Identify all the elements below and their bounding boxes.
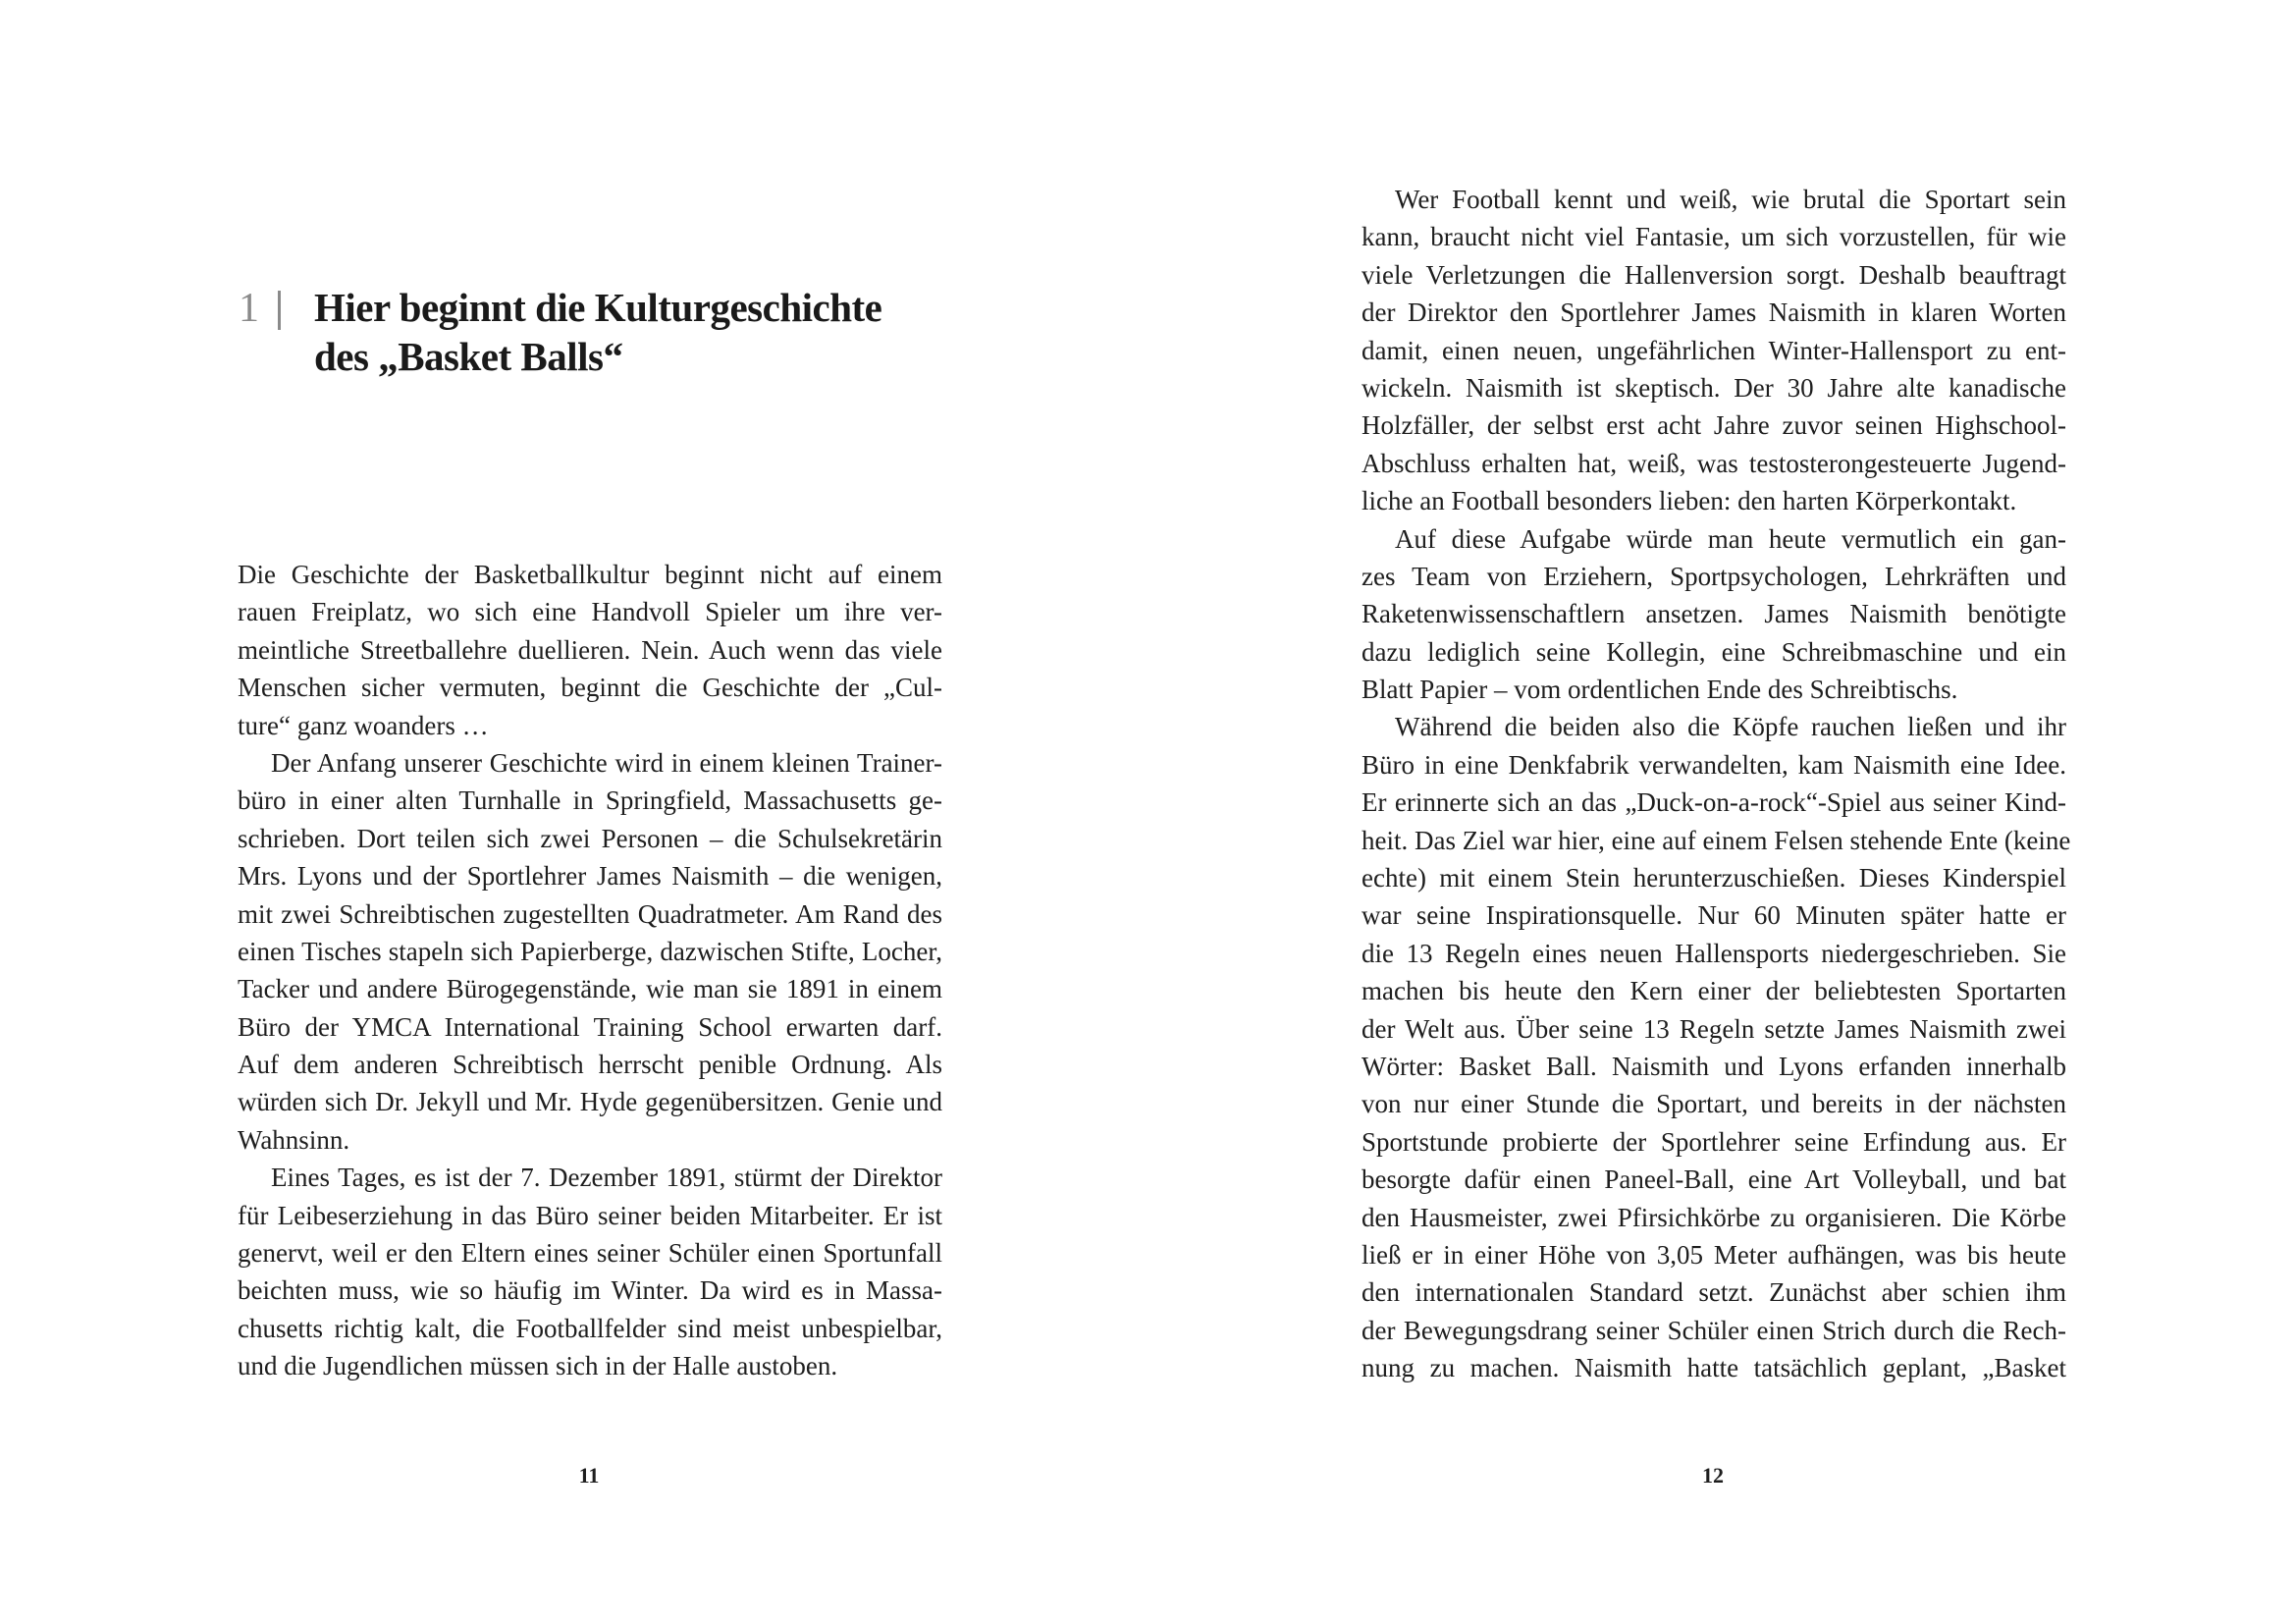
paragraph: [1362, 708, 2071, 1386]
text-line: Büro in eine Denkfabrik verwandelten, kam Naismith eine Idee.: [1362, 749, 2066, 780]
right-page: [1148, 0, 2296, 1624]
text-line: der Bewegungsdrang seiner Schüler einen Strich durch die Rech-: [1362, 1315, 2066, 1345]
text-line: wickeln. Naismith ist skeptisch. Der 30 Jahre alte kanadische: [1362, 372, 2066, 403]
page-number-right: 12: [1702, 1463, 1724, 1488]
text-line: heit. Das Ziel war hier, eine auf einem Felsen stehende Ente (keine: [1362, 825, 2071, 855]
text-line: Wahnsinn.: [238, 1124, 350, 1155]
text-line: büro in einer alten Turnhalle in Springfield, Massachusetts ge-: [238, 785, 942, 816]
text-line: Auf dem anderen Schreibtisch herrscht penible Ordnung. Als: [238, 1050, 942, 1080]
text-line: Wer Football kennt und weiß, wie brutal die Sportart sein: [1395, 185, 2066, 214]
text-line: den internationalen Standard setzt. Zunächst aber schien ihm: [1362, 1277, 2066, 1308]
text-line: Büro der YMCA International Training School erwarten darf.: [238, 1011, 942, 1042]
text-line: chusetts richtig kalt, die Footballfelder sind meist unbespielbar,: [238, 1313, 942, 1343]
text-line: und die Jugendlichen müssen sich in der Halle austoben.: [238, 1351, 838, 1381]
chapter-title-line: des „Basket Balls“: [314, 334, 623, 379]
chapter-number: 1: [239, 286, 259, 331]
text-line: für Leibeserziehung in das Büro seiner beiden Mitarbeiter. Er ist: [238, 1200, 942, 1230]
text-line: Abschluss erhalten hat, weiß, was testosterongesteuerte Jugend-: [1362, 448, 2066, 478]
text-line: rauen Freiplatz, wo sich eine Handvoll Spieler um ihre ver-: [238, 597, 942, 627]
text-line: Raketenwissenschaftlern ansetzen. James Naismith benötigte: [1362, 599, 2066, 629]
text-line: Auf diese Aufgabe würde man heute vermutlich ein gan-: [1395, 523, 2066, 554]
paragraph: [238, 556, 942, 744]
chapter-title: [314, 283, 1001, 381]
text-line: damit, einen neuen, ungefährlichen Winter-Hallensport zu ent-: [1362, 335, 2066, 365]
text-line: Er erinnerte sich an das „Duck-on-a-rock“-Spiel aus seiner Kind-: [1362, 787, 2066, 818]
body-text-left: [238, 556, 942, 1385]
text-line: besorgte dafür einen Paneel-Ball, eine Art Volleyball, und bat: [1362, 1164, 2066, 1195]
page-number-left: 11: [578, 1463, 600, 1488]
text-line: dazu lediglich seine Kollegin, eine Schreibmaschine und ein: [1362, 636, 2066, 667]
text-line: war seine Inspirationsquelle. Nur 60 Minuten später hatte er: [1362, 900, 2066, 931]
text-line: Mrs. Lyons und der Sportlehrer James Naismith – die wenigen,: [238, 861, 942, 892]
text-line: Die Geschichte der Basketballkultur beginnt nicht auf einem: [238, 560, 942, 589]
text-line: liche an Football besonders lieben: den harten Körperkontakt.: [1362, 486, 2017, 516]
paragraph: [238, 1159, 942, 1384]
text-line: meintliche Streetballehre duellieren. Nein. Auch wenn das viele: [238, 634, 942, 665]
text-line: Blatt Papier – vom ordentlichen Ende des Schreibtischs.: [1362, 675, 1958, 705]
paragraph: [1362, 520, 2066, 709]
text-line: Wörter: Basket Ball. Naismith und Lyons erfanden innerhalb: [1362, 1051, 2066, 1081]
text-line: ture“ ganz woanders …: [238, 710, 489, 740]
text-line: Eines Tages, es ist der 7. Dezember 1891, stürmt der Direktor: [271, 1163, 942, 1193]
text-line: kann, braucht nicht viel Fantasie, um sich vorzustellen, für wie: [1362, 222, 2066, 252]
text-line: Tacker und andere Bürogegenstände, wie man sie 1891 in einem: [238, 974, 942, 1004]
text-line: schrieben. Dort teilen sich zwei Personen – die Schulsekretärin: [238, 823, 942, 853]
text-line: der Welt aus. Über seine 13 Regeln setzte James Naismith zwei: [1362, 1013, 2066, 1044]
text-line: den Hausmeister, zwei Pfirsichkörbe zu organisieren. Die Körbe: [1362, 1202, 2066, 1232]
chapter-title-line: Hier beginnt die Kulturgeschichte: [314, 285, 882, 330]
text-line: viele Verletzungen die Hallenversion sorgt. Deshalb beauftragt: [1362, 259, 2066, 290]
paragraph: [238, 744, 942, 1159]
text-line: mit zwei Schreibtischen zugestellten Quadratmeter. Am Rand des: [238, 898, 942, 929]
text-line: Menschen sicher vermuten, beginnt die Geschichte der „Cul-: [238, 673, 942, 703]
text-line: machen bis heute den Kern einer der beliebtesten Sportarten: [1362, 976, 2066, 1006]
text-line: die 13 Regeln eines neuen Hallensports niedergeschrieben. Sie: [1362, 938, 2066, 968]
text-line: Der Anfang unserer Geschichte wird in einem kleinen Trainer-: [271, 747, 942, 778]
text-line: der Direktor den Sportlehrer James Naismith in klaren Worten: [1362, 298, 2066, 328]
text-line: zes Team von Erziehern, Sportpsychologen, Lehrkräften und: [1362, 561, 2066, 591]
body-text-right: [1362, 181, 2071, 1387]
text-line: genervt, weil er den Eltern eines seiner Schüler einen Sportunfall: [238, 1238, 942, 1269]
text-line: würden sich Dr. Jekyll und Mr. Hyde gegenübersitzen. Genie und: [238, 1087, 942, 1117]
text-line: echte) mit einem Stein herunterzuschießen. Dieses Kinderspiel: [1362, 863, 2066, 893]
text-line: von nur einer Stunde die Sportart, und bereits in der nächsten: [1362, 1089, 2066, 1119]
text-line: Holzfäller, der selbst erst acht Jahre zuvor seinen Highschool-: [1362, 410, 2066, 441]
text-line: beichten muss, wie so häufig im Winter. Da wird es in Massa-: [238, 1275, 942, 1306]
text-line: nung zu machen. Naismith hatte tatsächlich geplant, „Basket: [1362, 1353, 2066, 1383]
text-line: einen Tisches stapeln sich Papierberge, dazwischen Stifte, Locher,: [238, 936, 942, 966]
paragraph: [1362, 181, 2066, 520]
chapter-divider: [278, 291, 281, 330]
text-line: Während die beiden also die Köpfe rauchen ließen und ihr: [1395, 712, 2066, 742]
text-line: Sportstunde probierte der Sportlehrer seine Erfindung aus. Er: [1362, 1126, 2066, 1157]
text-line: ließ er in einer Höhe von 3,05 Meter aufhängen, was bis heute: [1362, 1239, 2066, 1270]
